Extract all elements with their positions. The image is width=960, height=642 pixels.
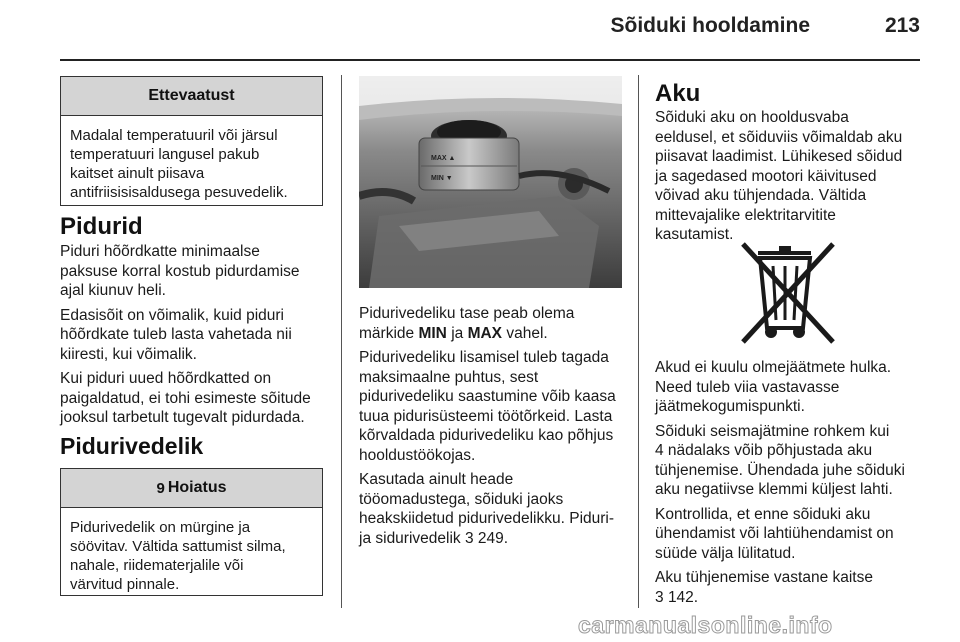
crossed-out-wheelie-bin-icon [735,240,841,346]
brake-fluid-reservoir-photo [359,76,622,288]
warning-line: värvitud pinnale. [70,576,180,593]
warning-box [60,468,323,596]
brakes-paragraph: Piduri hõõrdkatte minimaalse paksuse korral kostub pidurdamise ajal kiunuv heli. [60,243,300,299]
battery-heading: Aku [655,80,701,107]
brakes-heading: Pidurid [60,213,143,240]
fluid-type-paragraph: Kasutada ainult heade tööomadustega, sõiduki jaoks heakskiidetud pidurivedelikku. Piduri- ja sidurivedelik 3 249. [359,471,615,547]
battery-intro-paragraph: Sõiduki aku on hooldusvaba eeldusel, et sõiduviis võimaldab aku piisavat laadimist. Lühikesed sõidud ja sagedased mootori käivitused võivad aku tühjendada. Vältida mittevajalike elektritarvitite kasutamist. [655,109,903,243]
page-reference-link[interactable]: 249. [477,529,509,547]
page-reference-icon: 3 [655,588,664,606]
page-number: 213 [884,14,920,37]
column-divider-left [341,75,342,608]
caution-line: temperatuuri langusel pakub [70,146,260,163]
brakes-paragraph: Edasisõit on võimalik, kuid piduri hõõrdkate tuleb lasta vahetada nii kiiresti, kui võimalik. [60,306,292,363]
page-reference-link[interactable]: 142. [667,588,699,606]
brake-fluid-text [359,304,634,553]
page-header-title: Sõiduki hooldamine [610,14,810,37]
page-reference-icon: 3 [464,529,474,547]
warning-icon: 9 [156,479,165,497]
brakes-text [60,242,330,433]
warning-line: söövitav. Vältida sattumist silma, [70,538,286,555]
warning-title: Hoiatus [167,479,227,496]
caution-line: kaitset ainult piisava [70,165,205,182]
column-divider-right [638,75,639,608]
battery-protection-paragraph: Aku tühjenemise vastane kaitse 3 142. [655,569,873,606]
warning-body [61,508,322,602]
caution-line: antifriisisisaldusega pesuvedelik. [70,184,288,201]
warning-line: Pidurivedelik on mürgine ja [70,519,251,536]
engine-bay-illustration [359,76,622,288]
max-mark: MAX [467,324,503,342]
watermark: carmanualsonline.info [578,612,833,638]
brakes-paragraph: Kui piduri uued hõõrdkatted on paigaldatud, ei tohi esimeste sõitude jooksul tarbetult tugevalt pidurdada. [60,370,311,426]
max-mark-label: MAX ▲ [431,155,456,162]
caution-body [61,116,322,210]
caution-title: Ettevaatust [61,77,322,116]
caution-box [60,76,323,206]
min-mark-label: MIN ▼ [431,175,453,182]
battery-details [655,358,935,612]
warning-line: nahale, riidematerjalile või [70,557,244,574]
header-rule [60,59,920,61]
battery-intro [655,108,925,250]
battery-ignition-paragraph: Kontrollida, et enne sõiduki aku ühendamist või lahtiühendamist on süüde välja lülitatud. [655,505,894,562]
battery-storage-paragraph: Sõiduki seismajätmine rohkem kui 4 nädalaks võib põhjustada aku tühjenemise. Ühendada juhe sõiduki aku negatiivse klemmi küljest lahti. [655,422,905,498]
fluid-level-paragraph: Pidurivedeliku tase peab olema märkide MIN ja MAX vahel. [359,305,575,342]
warning-title-bar [61,469,322,508]
min-mark: MIN [418,324,447,342]
caution-line: Madalal temperatuuril või järsul [70,127,278,144]
battery-disposal-paragraph: Akud ei kuulu olmejäätmete hulka. Need tuleb viia vastavasse jäätmekogumispunkti. [655,359,892,415]
brake-fluid-heading: Pidurivedelik [60,433,204,459]
fluid-cleanliness-paragraph: Pidurivedeliku lisamisel tuleb tagada maksimaalne puhtus, sest pidurivedeliku saastumine võib kaasa tuua pidurisüsteemi töötõrkeid. Lasta kõrvaldada pidurivedeliku kao põhjus hooldustöökojas. [359,349,616,464]
